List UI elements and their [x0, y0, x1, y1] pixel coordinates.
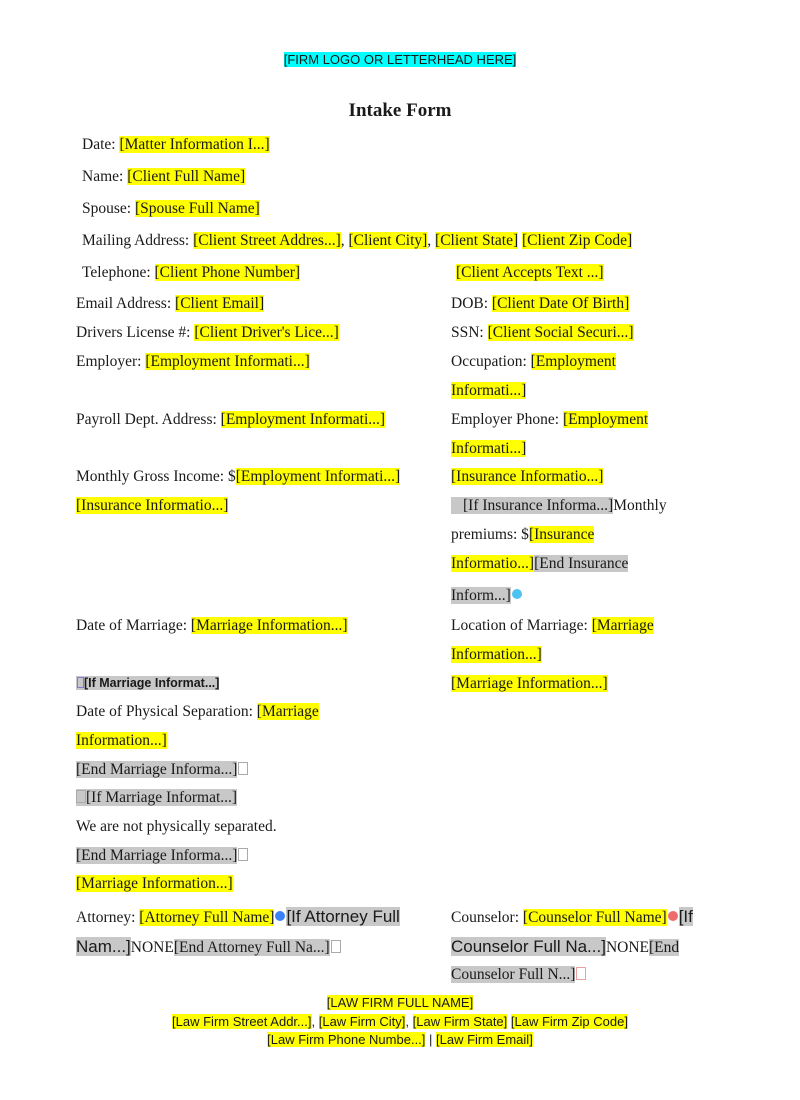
occupation-row: [451, 353, 616, 371]
premiums-field[interactable]: [Insurance: [528, 526, 595, 543]
content-control-icon: [77, 677, 84, 688]
firm-name-field[interactable]: [LAW FIRM FULL NAME]: [326, 995, 474, 1010]
footer-address: [0, 1014, 800, 1029]
marriage-info-field[interactable]: [Marriage Information...]: [451, 675, 608, 692]
not-separated-text: We are not physically separated.: [76, 818, 277, 835]
content-control-icon[interactable]: [668, 911, 678, 921]
dob-row: [451, 295, 629, 313]
employer-phone-row-cont: [451, 440, 526, 458]
occupation-label: Occupation:: [451, 353, 531, 370]
email-label: Email Address:: [76, 295, 176, 312]
separation-field[interactable]: Information...]: [76, 732, 167, 749]
separation-label: Date of Physical Separation:: [76, 703, 257, 720]
marriage-location-row-cont: [451, 646, 542, 664]
content-control-icon: [576, 967, 586, 980]
marriage-date-row: [76, 617, 348, 635]
telephone-field[interactable]: [Client Phone Number]: [154, 264, 301, 281]
income-label: Monthly Gross Income: $: [76, 468, 236, 485]
content-control-icon: [238, 762, 248, 775]
end-attorney-field[interactable]: [End Attorney Full Na...]: [173, 939, 330, 956]
footer-contact: [0, 1032, 800, 1047]
end-counselor-field[interactable]: [End: [649, 939, 680, 956]
marriage-info-row: [76, 875, 233, 893]
spouse-row: [82, 200, 260, 218]
end-counselor-field[interactable]: Counselor Full N...]: [451, 966, 576, 983]
license-field[interactable]: [Client Driver's Lice...]: [194, 324, 339, 341]
employer-phone-label: Employer Phone:: [451, 411, 563, 428]
separation-row-cont: [76, 732, 167, 750]
separation-field[interactable]: [Marriage: [256, 703, 319, 720]
spouse-label: Spouse:: [82, 200, 135, 217]
end-marriage-row: [76, 761, 248, 779]
firm-city-field[interactable]: [Law Firm City]: [318, 1014, 406, 1029]
firm-street-field[interactable]: [Law Firm Street Addr...]: [172, 1014, 312, 1029]
telephone-label: Telephone:: [82, 264, 155, 281]
footer-firm-name: [0, 995, 800, 1010]
date-field[interactable]: [Matter Information I...]: [119, 136, 270, 153]
if-attorney-field[interactable]: [If Attorney Full: [286, 907, 400, 926]
name-row: [82, 168, 245, 186]
email-row: [76, 295, 264, 313]
attorney-row-cont: [76, 937, 341, 957]
marriage-info-field[interactable]: [Marriage Information...]: [76, 875, 233, 892]
firm-phone-field[interactable]: [Law Firm Phone Numbe...]: [267, 1032, 426, 1047]
ssn-row: [451, 324, 634, 342]
payroll-row: [76, 411, 385, 429]
occupation-row-cont: [451, 382, 526, 400]
firm-state-field[interactable]: [Law Firm State]: [412, 1014, 508, 1029]
employer-phone-field[interactable]: [Employment: [562, 411, 649, 428]
firm-email-field[interactable]: [Law Firm Email]: [436, 1032, 533, 1047]
if-insurance-row: [451, 497, 667, 515]
employer-row: [76, 353, 310, 371]
dob-label: DOB:: [451, 295, 492, 312]
premiums-field[interactable]: Informatio...]: [451, 555, 535, 572]
email-field[interactable]: [Client Email]: [175, 295, 265, 312]
marriage-date-label: Date of Marriage:: [76, 617, 191, 634]
insurance-field[interactable]: [Insurance Informatio...]: [451, 468, 604, 485]
street-field[interactable]: [Client Street Addres...]: [193, 232, 341, 249]
employer-phone-row: [451, 411, 648, 429]
page-title: Intake Form: [348, 100, 452, 121]
premiums-row-cont: [451, 555, 628, 573]
state-field[interactable]: [Client State]: [435, 232, 519, 249]
insurance-left-row: [76, 497, 228, 515]
none-text: NONE: [605, 939, 650, 956]
accepts-text-row: [456, 264, 604, 282]
telephone-row: [82, 264, 300, 282]
mailing-label: Mailing Address:: [82, 232, 194, 249]
counselor-row-cont: [451, 937, 679, 957]
end-insurance-row-cont: [451, 587, 523, 605]
content-control-icon: [76, 790, 86, 803]
if-insurance-field[interactable]: [If Insurance Informa...]: [451, 497, 613, 514]
income-field[interactable]: [Employment Informati...]: [235, 468, 401, 485]
comma: ,: [405, 1014, 413, 1029]
marriage-location-label: Location of Marriage:: [451, 617, 592, 634]
accepts-text-field[interactable]: [Client Accepts Text ...]: [456, 264, 604, 281]
marriage-location-row: [451, 617, 654, 635]
letterhead-placeholder: [0, 52, 800, 67]
ssn-field[interactable]: [Client Social Securi...]: [487, 324, 634, 341]
end-insurance-field[interactable]: [End Insurance: [534, 555, 629, 572]
employer-phone-field[interactable]: Informati...]: [451, 440, 527, 457]
if-attorney-field[interactable]: Nam...]: [76, 937, 131, 956]
attorney-row: [76, 907, 400, 927]
marriage-location-field[interactable]: [Marriage: [591, 617, 654, 634]
if-counselor-field[interactable]: [If: [678, 907, 693, 926]
content-control-icon: [331, 940, 341, 953]
occupation-field[interactable]: Informati...]: [451, 382, 527, 399]
income-row: [76, 468, 400, 486]
if-marriage-row-2: [76, 789, 237, 807]
end-insurance-field[interactable]: Inform...]: [451, 587, 511, 604]
dob-field[interactable]: [Client Date Of Birth]: [491, 295, 630, 312]
marriage-location-field[interactable]: Information...]: [451, 646, 542, 663]
content-control-icon: [238, 848, 248, 861]
ssn-label: SSN:: [451, 324, 488, 341]
counselor-field[interactable]: [Counselor Full Name]: [522, 909, 667, 926]
license-row: [76, 324, 339, 342]
counselor-label: Counselor:: [451, 909, 523, 926]
end-marriage-row-2: [76, 847, 248, 865]
if-marriage-row: [76, 676, 219, 690]
spouse-field[interactable]: [Spouse Full Name]: [134, 200, 260, 217]
if-marriage-field[interactable]: [If Marriage Informat...]: [76, 676, 219, 690]
employer-field[interactable]: [Employment Informati...]: [145, 353, 310, 370]
city-field[interactable]: [Client City]: [348, 232, 428, 249]
content-control-icon[interactable]: [275, 911, 285, 921]
comma: ,: [311, 1014, 319, 1029]
separator: |: [425, 1032, 437, 1047]
firm-zip-field[interactable]: [Law Firm Zip Code]: [510, 1014, 628, 1029]
date-row: [82, 136, 270, 154]
attorney-label: Attorney:: [76, 909, 140, 926]
marriage-date-field[interactable]: [Marriage Information...]: [190, 617, 348, 634]
end-marriage-field[interactable]: [End Marriage Informa...]: [76, 761, 238, 778]
attorney-field[interactable]: [Attorney Full Name]: [139, 909, 275, 926]
content-control-icon[interactable]: [512, 589, 522, 599]
mailing-row: [82, 232, 632, 250]
insurance-field[interactable]: [Insurance Informatio...]: [76, 497, 229, 514]
zip-field[interactable]: [Client Zip Code]: [522, 232, 633, 249]
occupation-field[interactable]: [Employment: [530, 353, 616, 370]
if-marriage-field[interactable]: [If Marriage Informat...]: [76, 789, 237, 806]
letterhead-field[interactable]: [FIRM LOGO OR LETTERHEAD HERE]: [283, 52, 517, 67]
none-text: NONE: [130, 939, 174, 956]
name-field[interactable]: [Client Full Name]: [127, 168, 246, 185]
premiums-label: premiums: $: [451, 526, 529, 543]
end-marriage-field[interactable]: [End Marriage Informa...]: [76, 847, 238, 864]
insurance-right-row: [451, 468, 603, 486]
payroll-label: Payroll Dept. Address:: [76, 411, 221, 428]
date-label: Date:: [82, 136, 120, 153]
counselor-row-cont-2: [451, 966, 586, 984]
counselor-row: [451, 907, 693, 927]
premiums-row: [451, 526, 594, 544]
if-counselor-field[interactable]: Counselor Full Na...]: [451, 937, 606, 956]
separation-row: [76, 703, 319, 721]
comma: ,: [340, 232, 349, 249]
marriage-right-row: [451, 675, 608, 693]
name-label: Name:: [82, 168, 128, 185]
monthly-text: Monthly: [613, 497, 667, 514]
payroll-field[interactable]: [Employment Informati...]: [220, 411, 386, 428]
comma: ,: [427, 232, 436, 249]
employer-label: Employer:: [76, 353, 146, 370]
license-label: Drivers License #:: [76, 324, 195, 341]
